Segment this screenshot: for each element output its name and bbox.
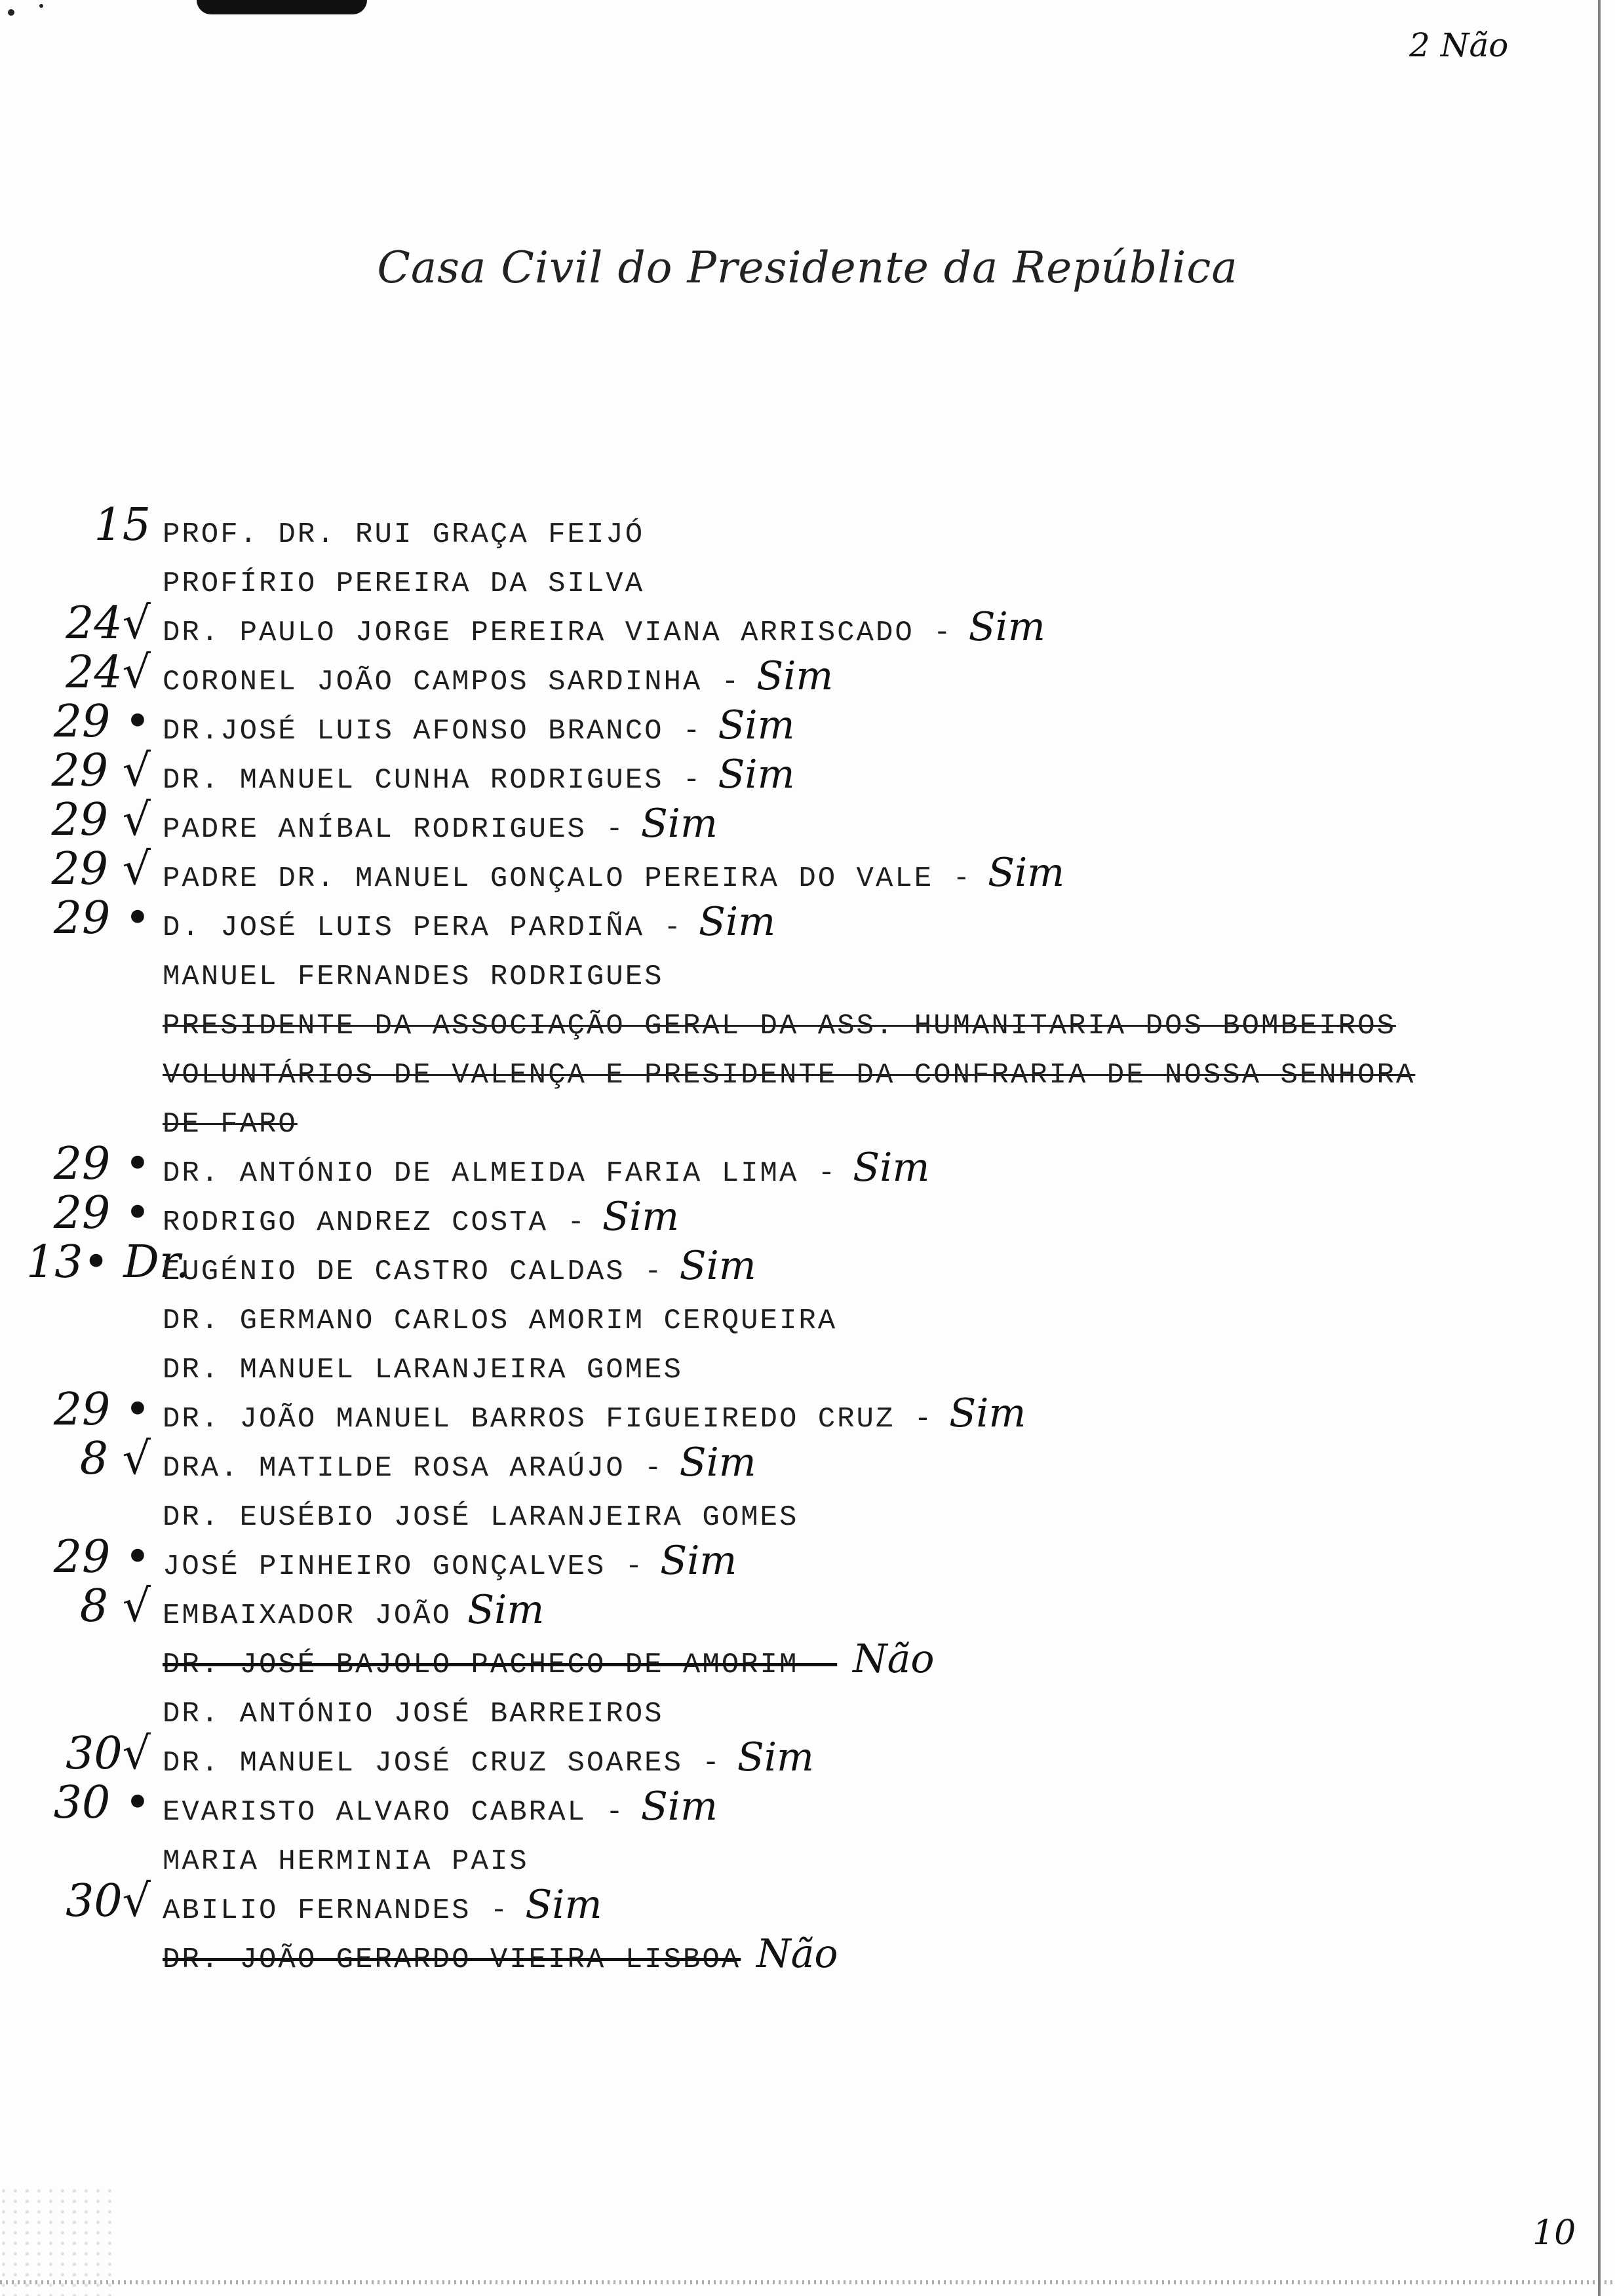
- handwritten-answer: Sim: [853, 1145, 930, 1191]
- handwritten-number: 30√: [66, 1875, 151, 1927]
- handwritten-answer: Sim: [949, 1390, 1026, 1436]
- handwritten-corner-note: 2 Não: [1409, 26, 1509, 64]
- letterhead: Casa Civil do Presidente da República: [377, 242, 1238, 293]
- handwritten-number: 29 •: [53, 696, 151, 748]
- handwritten-answer: Sim: [660, 1538, 737, 1584]
- list-item: [0, 1628, 1615, 1682]
- list-item: [0, 1530, 1615, 1584]
- list-item: [0, 793, 1615, 847]
- entry-text: DR. ANTÓNIO JOSÉ BARREIROS: [163, 1698, 664, 1731]
- handwritten-number: 8 √: [79, 1433, 151, 1485]
- scan-dot: [39, 4, 43, 8]
- entry-text: MANUEL FERNANDES RODRIGUES: [163, 961, 664, 993]
- entry-text: ABILIO FERNANDES - Sim: [163, 1882, 602, 1928]
- list-item: [0, 989, 1615, 1043]
- scan-edge: [0, 2280, 1615, 2284]
- list-item: [0, 547, 1615, 600]
- list-item: [0, 1776, 1615, 1829]
- handwritten-number: 15: [94, 499, 151, 551]
- entry-text: DR. MANUEL JOSÉ CRUZ SOARES - Sim: [163, 1734, 814, 1780]
- entry-list: [0, 498, 1615, 1977]
- entry-text: PRESIDENTE DA ASSOCIAÇÃO GERAL DA ASS. HUMANITARIA DOS BOMBEIROS: [163, 1010, 1396, 1043]
- list-item: [0, 1677, 1615, 1731]
- handwritten-number: 24√: [66, 647, 151, 698]
- entry-text: EMBAIXADOR JOÃO Sim: [163, 1587, 545, 1633]
- scan-speckle: [0, 2185, 118, 2296]
- list-item: [0, 1186, 1615, 1240]
- list-item: [0, 1039, 1615, 1092]
- entry-text: CORONEL JOÃO CAMPOS SARDINHA - Sim: [163, 653, 834, 699]
- handwritten-answer: Sim: [968, 604, 1045, 650]
- handwritten-answer: Sim: [679, 1440, 756, 1485]
- entry-text: DR. MANUEL CUNHA RODRIGUES - Sim: [163, 752, 795, 797]
- list-item: [0, 1432, 1615, 1485]
- entry-text: DR. JOÃO MANUEL BARROS FIGUEIREDO CRUZ - Sim: [163, 1390, 1026, 1436]
- scan-dot: [8, 9, 14, 16]
- entry-text: DR. EUSÉBIO JOSÉ LARANJEIRA GOMES: [163, 1501, 799, 1534]
- entry-text: MARIA HERMINIA PAIS: [163, 1845, 529, 1878]
- list-item: [0, 891, 1615, 945]
- entry-text: PADRE DR. MANUEL GONÇALO PEREIRA DO VALE - Sim: [163, 850, 1065, 896]
- entry-text: PROFÍRIO PEREIRA DA SILVA: [163, 567, 645, 600]
- handwritten-number: 29 √: [51, 843, 151, 895]
- list-item: [0, 744, 1615, 797]
- handwritten-number: 29 •: [53, 1531, 151, 1583]
- list-item: [0, 596, 1615, 650]
- list-item: [0, 498, 1615, 551]
- entry-text: JOSÉ PINHEIRO GONÇALVES - Sim: [163, 1538, 737, 1584]
- list-item: [0, 1481, 1615, 1534]
- handwritten-answer: Sim: [467, 1587, 545, 1633]
- list-item: [0, 645, 1615, 699]
- list-item: [0, 1579, 1615, 1633]
- entry-text: DR. PAULO JORGE PEREIRA VIANA ARRISCADO - Sim: [163, 604, 1045, 650]
- entry-text: DR. MANUEL LARANJEIRA GOMES: [163, 1354, 683, 1387]
- handwritten-answer: Não: [756, 1931, 838, 1977]
- entry-text: DR. GERMANO CARLOS AMORIM CERQUEIRA: [163, 1305, 838, 1337]
- handwritten-number: 30√: [66, 1728, 151, 1780]
- handwritten-number: 24√: [66, 598, 151, 649]
- handwritten-answer: Sim: [602, 1194, 680, 1240]
- list-item: [0, 695, 1615, 748]
- handwritten-number: 29 •: [53, 1384, 151, 1436]
- entry-text: DR. JOÃO GERARDO VIEIRA LISBOA Não: [163, 1931, 838, 1977]
- entry-text: EVARISTO ALVARO CABRAL - Sim: [163, 1784, 718, 1829]
- list-item: [0, 1383, 1615, 1436]
- list-item: [0, 1284, 1615, 1337]
- entry-text: VOLUNTÁRIOS DE VALENÇA E PRESIDENTE DA CONFRARIA DE NOSSA SENHORA: [163, 1059, 1416, 1092]
- handwritten-answer: Não: [853, 1636, 935, 1682]
- handwritten-number: 29 √: [51, 794, 151, 846]
- handwritten-number: 29 •: [53, 1138, 151, 1190]
- handwritten-answer: Sim: [737, 1734, 814, 1780]
- handwritten-answer: Sim: [987, 850, 1065, 896]
- entry-text: DR. JOSÉ BAJOLO PACHECO DE AMORIM - Não: [163, 1636, 935, 1682]
- list-item: [0, 1333, 1615, 1387]
- list-item: [0, 1088, 1615, 1141]
- handwritten-number: 8 √: [79, 1580, 151, 1632]
- scan-blot: [197, 0, 367, 14]
- list-item: [0, 1137, 1615, 1191]
- entry-text: DRA. MATILDE ROSA ARAÚJO - Sim: [163, 1440, 756, 1485]
- entry-text: EUGÉNIO DE CASTRO CALDAS - Sim: [163, 1243, 756, 1289]
- entry-text: DR.JOSÉ LUIS AFONSO BRANCO - Sim: [163, 702, 795, 748]
- handwritten-number: 30 •: [53, 1777, 151, 1829]
- handwritten-answer: Sim: [718, 702, 795, 748]
- handwritten-answer: Sim: [756, 653, 834, 699]
- handwritten-number: 13• Dr.: [26, 1236, 190, 1288]
- list-item: [0, 1825, 1615, 1878]
- list-item: [0, 842, 1615, 896]
- handwritten-number: 29 √: [51, 745, 151, 797]
- entry-text: DE FARO: [163, 1108, 298, 1141]
- entry-text: DR. ANTÓNIO DE ALMEIDA FARIA LIMA - Sim: [163, 1145, 930, 1191]
- list-item: [0, 1727, 1615, 1780]
- entry-text: D. JOSÉ LUIS PERA PARDIÑA - Sim: [163, 899, 776, 945]
- handwritten-answer: Sim: [640, 801, 718, 847]
- entry-text: PADRE ANÍBAL RODRIGUES - Sim: [163, 801, 718, 847]
- list-item: [0, 1923, 1615, 1977]
- list-item: [0, 940, 1615, 993]
- handwritten-answer: Sim: [718, 752, 795, 797]
- entry-text: RODRIGO ANDREZ COSTA - Sim: [163, 1194, 680, 1240]
- list-item: [0, 1235, 1615, 1289]
- handwritten-answer: Sim: [679, 1243, 756, 1289]
- handwritten-answer: Sim: [698, 899, 776, 945]
- list-item: [0, 1874, 1615, 1928]
- handwritten-answer: Sim: [525, 1882, 602, 1928]
- handwritten-number: 29 •: [53, 892, 151, 944]
- entry-text: PROF. DR. RUI GRAÇA FEIJÓ: [163, 518, 645, 551]
- page-number: 10: [1532, 2213, 1576, 2253]
- handwritten-answer: Sim: [640, 1784, 718, 1829]
- handwritten-number: 29 •: [53, 1187, 151, 1239]
